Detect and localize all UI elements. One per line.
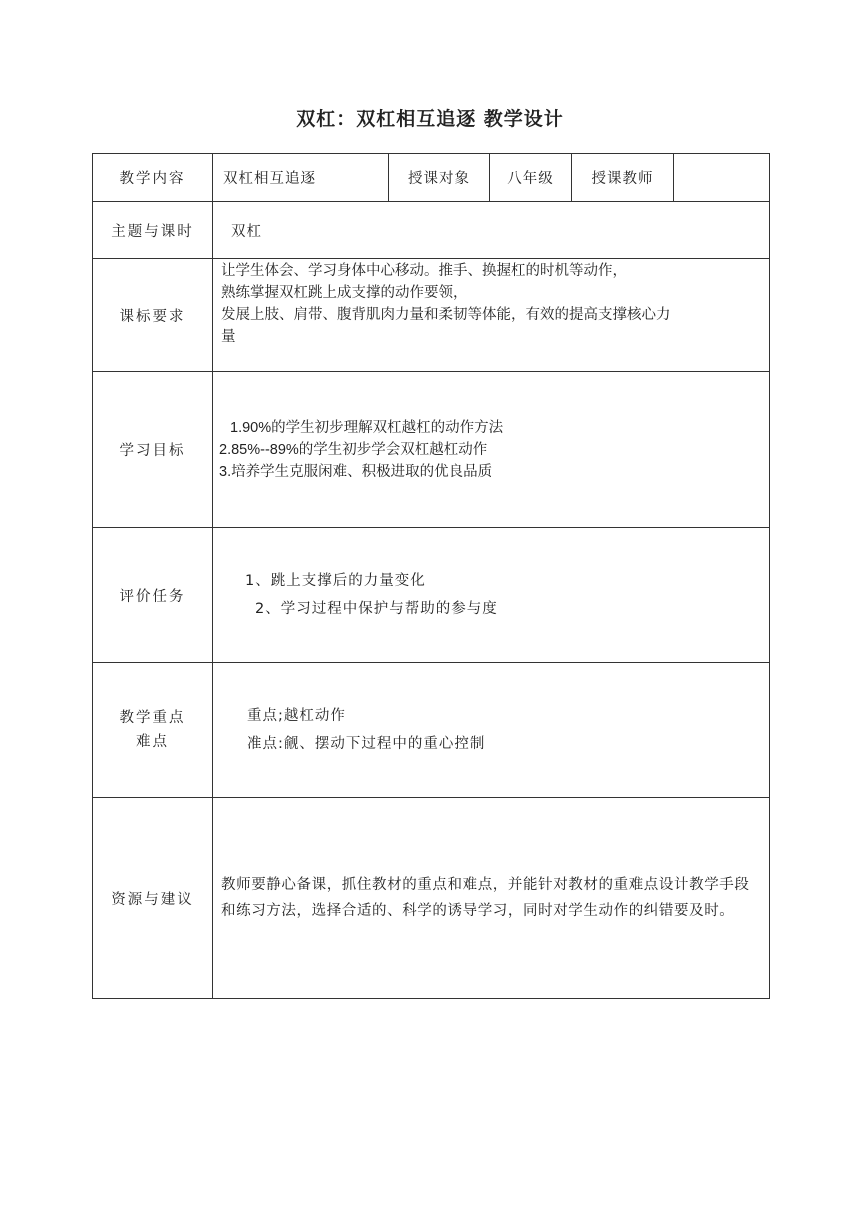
teacher-value — [674, 154, 770, 202]
lesson-plan-table — [92, 153, 770, 999]
curriculum-requirements — [213, 259, 770, 372]
table-row — [93, 663, 770, 798]
learning-goals-label: 学习目标 — [93, 372, 213, 528]
evaluation-label: 评价任务 — [93, 528, 213, 663]
key-points-label-line2: 难点 — [136, 734, 169, 750]
teaching-content-value: 双杠相互追逐 — [213, 154, 389, 202]
audience-label: 授课对象 — [389, 154, 490, 202]
resources-label: 资源与建议 — [93, 798, 213, 999]
table-row — [93, 372, 770, 528]
key-point-line: 重点;越杠动作 — [247, 708, 346, 724]
teaching-content-label: 教学内容 — [93, 154, 213, 202]
evaluation-line: 2、学习过程中保护与帮助的参与度 — [255, 601, 498, 617]
goal-line: 3.培养学生克服闲难、积极进取的优良品质 — [219, 463, 493, 480]
key-points-label — [93, 663, 213, 798]
difficulty-line: 准点:觎、摆动下过程中的重心控制 — [247, 736, 486, 752]
goal-line: 2.85%--89%的学生初步学会双杠越杠动作 — [219, 441, 488, 458]
curriculum-label: 课标要求 — [93, 259, 213, 372]
key-points — [213, 663, 770, 798]
audience-value: 八年级 — [490, 154, 572, 202]
table-row — [93, 259, 770, 372]
goal-line: 1.90%的学生初步理解双杠越杠的动作方法 — [230, 419, 504, 436]
table-row — [93, 528, 770, 663]
topic-label: 主题与课时 — [93, 202, 213, 259]
key-points-label-line1: 教学重点 — [119, 710, 186, 726]
table-row — [93, 798, 770, 999]
curriculum-line: 熟练掌握双杠跳上成支撑的动作要领， — [221, 285, 468, 301]
table-row — [93, 202, 770, 259]
curriculum-line: 量 — [221, 329, 236, 345]
resources-text: 教师要静心备课，抓住教材的重点和难点，并能针对教材的重难点设计教学手段和练习方法，选择合适的、科学的诱导学习，同时对学生动作的纠错要及时。 — [213, 798, 770, 999]
learning-goals — [213, 372, 770, 528]
teacher-label: 授课教师 — [572, 154, 674, 202]
document-title: 双杠：双杠相互追逐 教学设计 — [296, 108, 564, 130]
table-row — [93, 154, 770, 202]
evaluation-tasks — [213, 528, 770, 663]
evaluation-line: 1、跳上支撑后的力量变化 — [245, 573, 426, 589]
curriculum-line: 发展上肢、肩带、腹背肌肉力量和柔韧等体能，有效的提高支撑核心力 — [221, 307, 671, 323]
topic-value: 双杠 — [213, 202, 770, 259]
curriculum-line: 让学生体会、学习身体中心移动。推手、换握杠的时机等动作， — [221, 263, 627, 279]
